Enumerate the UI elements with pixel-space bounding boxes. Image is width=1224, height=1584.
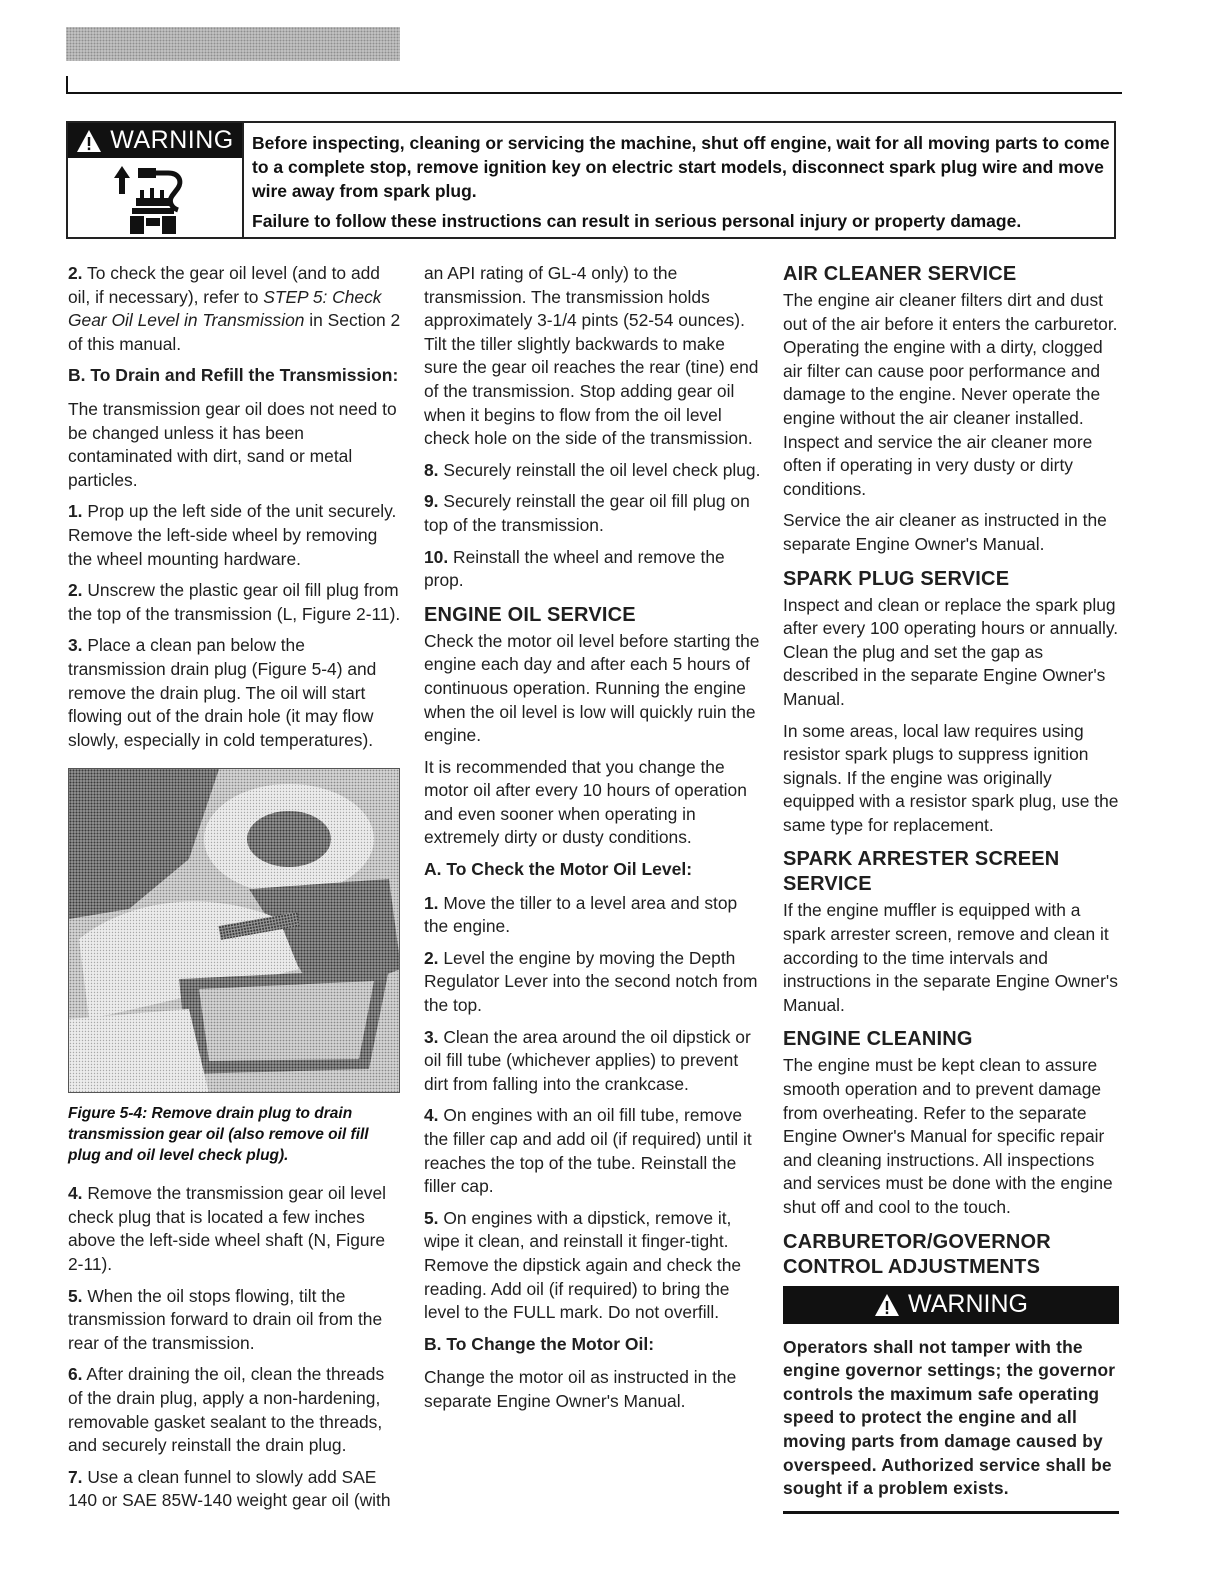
air-cleaner-paragraph: Service the air cleaner as instructed in the separate Engine Owner's Manual. bbox=[783, 510, 1107, 554]
check-oil-step: 4. On engines with an oil fill tube, remove the filler cap and add oil (if required) until it reaches the top of the tube. Reinstall the filler cap. bbox=[424, 1105, 752, 1197]
warning-text-consequence: Failure to follow these instructions can result in serious personal injury or property damage. bbox=[252, 211, 1022, 231]
figure-5-4-photo bbox=[68, 768, 400, 1093]
check-oil-step: 5. On engines with a dipstick, remove it, wipe it clean, and reinstall it finger-tight. Remove the dipstick again and check the reading. Add oil (if required) to bring the level to the FULL mark. Do not overfill. bbox=[424, 1207, 742, 1323]
spark-plug-paragraph: Inspect and clean or replace the spark plug after every 100 operating hours or annually. Clean the plug and set the gap as described in the separate Engine Owner's Manual. bbox=[783, 594, 1119, 709]
governor-warning-label: WARNING bbox=[783, 1286, 1119, 1324]
heading-engine-oil-service: ENGINE OIL SERVICE bbox=[424, 603, 636, 626]
engine-oil-paragraph: Check the motor oil level before starting the engine each day and after each 5 hours of continuous operation. Running the engine when the oil level is low will quickly ruin the engine. bbox=[424, 630, 760, 746]
check-oil-step: 3. Clean the area around the oil dipstick or oil fill tube (whichever applies) to prevent dirt from falling into the crankcase. bbox=[424, 1026, 751, 1094]
warning-label: WARNING bbox=[68, 123, 242, 158]
air-cleaner-paragraph: The engine air cleaner filters dirt and dust out of the air before it enters the carburetor. Operating the engine with a dirty, clogged air filter can cause poor performance and damage to the engine. Never operate the engine without the air cleaner installed. Inspect and service the air cleaner more often if operating in very dusty or dirty conditions. bbox=[783, 290, 1118, 499]
step-reference: STEP 5: Check Gear Oil Level in Transmission bbox=[68, 286, 382, 331]
drain-step: 2. Unscrew the plastic gear oil fill plug from the top of the transmission (L, Figure 2-11). bbox=[68, 580, 401, 624]
heading-spark-arrester: SPARK ARRESTER SCREEN SERVICE bbox=[783, 848, 1060, 896]
section-header-bar bbox=[66, 27, 400, 61]
warning-box bbox=[66, 121, 1116, 239]
drain-step: 7. Use a clean funnel to slowly add SAE 140 or SAE 85W-140 weight gear oil (with bbox=[68, 1466, 391, 1511]
spark-plug-paragraph: In some areas, local law requires using resistor spark plugs to suppress ignition signals. If the engine was originally equipped with a resistor spark plug, use the same type for replacement. bbox=[783, 720, 1119, 835]
heading-spark-plug-service: SPARK PLUG SERVICE bbox=[783, 567, 1010, 590]
drain-intro: The transmission gear oil does not need to be changed unless it has been contaminated with dirt, sand or metal particles. bbox=[68, 398, 397, 490]
heading-air-cleaner-service: AIR CLEANER SERVICE bbox=[783, 263, 1017, 285]
figure-caption: Figure 5-4: Remove drain plug to drain transmission gear oil (also remove oil fill plug and oil level check plug). bbox=[68, 1105, 369, 1165]
column-1 bbox=[68, 262, 402, 1521]
refill-step: 10. Reinstall the wheel and remove the prop. bbox=[424, 546, 725, 591]
drain-step: 1. Prop up the left side of the unit securely. Remove the left-side wheel by removing the wheel mounting hardware. bbox=[68, 501, 397, 569]
change-oil-paragraph: Change the motor oil as instructed in the separate Engine Owner's Manual. bbox=[424, 1367, 737, 1411]
governor-warning-text: Operators shall not tamper with the engine governor settings; the governor controls the maximum safe operating speed to protect the engine and all moving parts from damage caused by overspeed. Authorized service shall be sought if a problem exists. bbox=[783, 1336, 1116, 1499]
spark-arrester-paragraph: If the engine muffler is equipped with a spark arrester screen, remove and clean it according to the time intervals and instructions in the separate Engine Owner's Manual. bbox=[783, 900, 1118, 1015]
refill-continued: an API rating of GL-4 only) to the transmission. The transmission holds approximately 3-1/4 pints (52-54 ounces). Tilt the tiller slightly backwards to make sure the gear oil reaches the rear (tine) end of the transmission. Stop adding gear oil when it begins to flow from the oil level check hole on the side of the transmission. bbox=[424, 263, 759, 449]
column-2 bbox=[424, 262, 762, 1422]
refill-step: 8. Securely reinstall the oil level check plug. bbox=[424, 459, 761, 480]
subheading-check-motor-oil: A. To Check the Motor Oil Level: bbox=[424, 859, 693, 880]
warning-text-instructions: Before inspecting, cleaning or servicing the machine, shut off engine, wait for all moving parts to come to a complete stop, remove ignition key on electric start models, disconnect spark plug wire and move wire away from spark plug. bbox=[252, 133, 1110, 201]
engine-cleaning-paragraph: The engine must be kept clean to assure smooth operation and to prevent damage from overheating. Refer to the separate Engine Owner's Manual for specific repair and cleaning instructions. All inspections and services must be done with the engine shut off and cool to the touch. bbox=[783, 1055, 1113, 1217]
column-3 bbox=[783, 262, 1119, 1514]
engine-oil-paragraph: It is recommended that you change the motor oil after every 10 hours of operation and even sooner when operating in extremely dirty or dusty conditions. bbox=[424, 756, 747, 848]
gear-oil-check-step: 2. To check the gear oil level (and to add oil, if necessary), refer to STEP 5: Check Gear Oil Level in Transmission in Section 2 of this manual. bbox=[68, 263, 401, 354]
subheading-drain-refill: B. To Drain and Refill the Transmission: bbox=[68, 365, 399, 386]
warning-icon-panel bbox=[68, 123, 244, 237]
drain-step: 5. When the oil stops flowing, tilt the transmission forward to drain oil from the rear of the transmission. bbox=[68, 1285, 383, 1353]
heading-engine-cleaning: ENGINE CLEANING bbox=[783, 1028, 973, 1051]
heading-carburetor-governor: CARBURETOR/GOVERNOR CONTROL ADJUSTMENTS bbox=[783, 1230, 1051, 1278]
disconnect-spark-plug-icon bbox=[110, 164, 200, 236]
check-oil-step: 2. Level the engine by moving the Depth Regulator Lever into the second notch from the top. bbox=[424, 947, 758, 1016]
warning-triangle-icon bbox=[76, 129, 102, 153]
drain-step: 4. Remove the transmission gear oil level check plug that is located a few inches above the left-side wheel shaft (N, Figure 2-11). bbox=[68, 1183, 387, 1275]
header-rule bbox=[66, 92, 1122, 94]
refill-step: 9. Securely reinstall the gear oil fill plug on top of the transmission. bbox=[424, 491, 750, 535]
warning-triangle-icon bbox=[874, 1293, 900, 1317]
end-rule bbox=[783, 1511, 1119, 1514]
drain-step: 6. After draining the oil, clean the threads of the drain plug, apply a non-hardening, removable gasket sealant to the threads, and securely reinstall the drain plug. bbox=[68, 1364, 385, 1456]
subheading-change-motor-oil: B. To Change the Motor Oil: bbox=[424, 1333, 655, 1354]
check-oil-step: 1. Move the tiller to a level area and stop the engine. bbox=[424, 892, 738, 937]
drain-step: 3. Place a clean pan below the transmission drain plug (Figure 5-4) and remove the drain plug. The oil will start flowing out of the drain hole (it may flow slowly, especially in cold temperatures). bbox=[68, 635, 377, 750]
drain-plug-photo-illustration bbox=[69, 769, 400, 1093]
warning-text bbox=[252, 131, 1112, 239]
